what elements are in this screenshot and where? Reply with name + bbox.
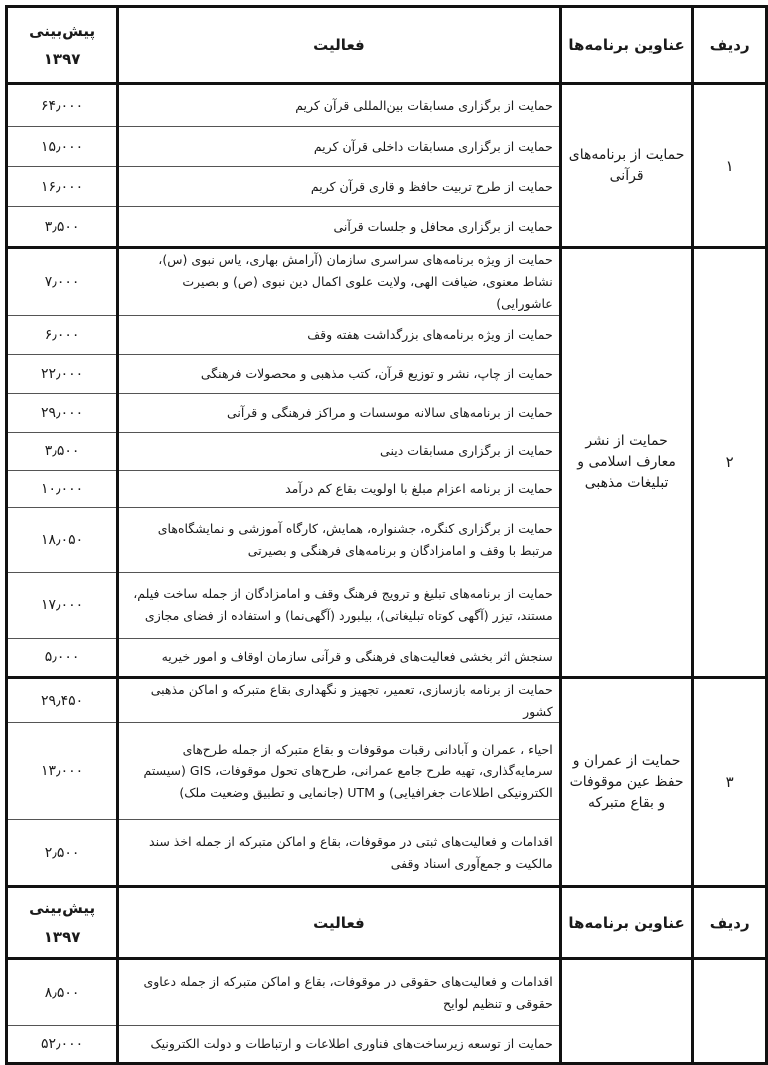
forecast-value: ۷٫۰۰۰ bbox=[7, 248, 118, 316]
forecast-value: ۶۴٫۰۰۰ bbox=[7, 84, 118, 127]
header-radif: ردیف bbox=[693, 7, 767, 84]
header-forecast-label: پیش‌بینی bbox=[29, 21, 96, 40]
forecast-value: ۲٫۵۰۰ bbox=[7, 820, 118, 887]
forecast-value: ۲۹٫۴۵۰ bbox=[7, 677, 118, 723]
activity-cell: حمایت از توسعه زیرساخت‌های فناوری اطلاعات و ارتباطات و دولت الکترونیک bbox=[118, 1026, 561, 1064]
table-row bbox=[7, 84, 767, 127]
activity-cell: حمایت از برگزاری مسابقات داخلی قرآن کریم bbox=[118, 127, 561, 167]
forecast-value: ۳٫۵۰۰ bbox=[7, 207, 118, 248]
forecast-value: ۸٫۵۰۰ bbox=[7, 959, 118, 1026]
forecast-value: ۵۲٫۰۰۰ bbox=[7, 1026, 118, 1064]
header-radif: ردیف bbox=[693, 887, 767, 959]
header-row bbox=[7, 7, 767, 84]
activity-cell: حمایت از برنامه‌های سالانه موسسات و مراکز فرهنگی و قرآنی bbox=[118, 393, 561, 432]
header-forecast-label: پیش‌بینی bbox=[29, 899, 96, 918]
program-title: حمایت از عمران و حفظ عین موقوفات و بقاع متبرکه bbox=[560, 677, 693, 887]
header-forecast-year: ۱۳۹۷ bbox=[43, 50, 81, 68]
header-row bbox=[7, 887, 767, 959]
forecast-value: ۵٫۰۰۰ bbox=[7, 638, 118, 677]
activity-cell: حمایت از چاپ، نشر و توزیع قرآن، کتب مذهبی و محصولات فرهنگی bbox=[118, 354, 561, 393]
table-row bbox=[7, 248, 767, 316]
forecast-value: ۱۵٫۰۰۰ bbox=[7, 127, 118, 167]
activity-cell: حمایت از ویژه برنامه‌های بزرگداشت هفته وقف bbox=[118, 315, 561, 354]
row-number: ۲ bbox=[693, 248, 767, 678]
program-title bbox=[560, 959, 693, 1064]
activity-cell: احیاء ، عمران و آبادانی رقبات موقوفات و بقاع متبرکه از جمله طرح‌های سرمایه‌گذاری، تهیه طرح جامع عمرانی، طرح‌های تحول موقوفات، GIS (سیستم الکترونیکی اطلاعات جغرافیایی) و UTM (جانمایی و تطبیق وضعیت ملک) bbox=[118, 723, 561, 820]
header-activity: فعالیت bbox=[118, 887, 561, 959]
header-forecast-year: ۱۳۹۷ bbox=[43, 927, 81, 946]
forecast-value: ۶٫۰۰۰ bbox=[7, 315, 118, 354]
row-number bbox=[693, 959, 767, 1064]
activity-cell: حمایت از برگزاری مسابقات بین‌المللی قرآن کریم bbox=[118, 84, 561, 127]
forecast-value: ۱۰٫۰۰۰ bbox=[7, 470, 118, 507]
activity-cell: حمایت از ویژه برنامه‌های سراسری سازمان (آرامش بهاری، یاس نبوی (س)، نشاط معنوی، ضیافت الهی، ولایت علوی اکمال دین نبوی (ص) و بصیرت عاشورایی) bbox=[118, 248, 561, 316]
row-number: ۳ bbox=[693, 677, 767, 887]
activity-cell: حمایت از طرح تربیت حافظ و قاری قرآن کریم bbox=[118, 167, 561, 207]
header-forecast bbox=[7, 7, 118, 84]
program-title: حمایت از برنامه‌های قرآنی bbox=[560, 84, 693, 248]
activity-cell: اقدامات و فعالیت‌های ثبتی در موقوفات، بقاع و اماکن متبرکه از جمله اخذ سند مالکیت و جمع‌آوری اسناد وقفی bbox=[118, 820, 561, 887]
row-number: ۱ bbox=[693, 84, 767, 248]
forecast-value: ۲۲٫۰۰۰ bbox=[7, 354, 118, 393]
header-forecast bbox=[7, 887, 118, 959]
header-program-titles: عناوین برنامه‌ها bbox=[560, 7, 693, 84]
forecast-value: ۲۹٫۰۰۰ bbox=[7, 393, 118, 432]
activity-cell: حمایت از برگزاری مسابقات دینی bbox=[118, 432, 561, 470]
table-row bbox=[7, 959, 767, 1026]
activity-cell: حمایت از برگزاری محافل و جلسات قرآنی bbox=[118, 207, 561, 248]
header-program-titles: عناوین برنامه‌ها bbox=[560, 887, 693, 959]
activity-cell: حمایت از برگزاری کنگره، جشنواره، همایش، کارگاه آموزشی و نمایشگاه‌های مرتبط با وقف و امامزادگان و برنامه‌های فرهنگی و بصیرتی bbox=[118, 507, 561, 572]
table-row bbox=[7, 677, 767, 723]
forecast-value: ۱۸٫۰۵۰ bbox=[7, 507, 118, 572]
forecast-value: ۱۳٫۰۰۰ bbox=[7, 723, 118, 820]
activity-cell: حمایت از برنامه بازسازی، تعمیر، تجهیز و نگهداری بقاع متبرکه و اماکن مذهبی کشور bbox=[118, 677, 561, 723]
forecast-value: ۱۶٫۰۰۰ bbox=[7, 167, 118, 207]
budget-table bbox=[5, 5, 768, 1065]
header-activity: فعالیت bbox=[118, 7, 561, 84]
activity-cell: حمایت از برنامه‌های تبلیغ و ترویج فرهنگ وقف و امامزادگان از جمله ساخت فیلم، مستند، تیزر (آگهی کوتاه تبلیغاتی)، بیلبورد (آگهی‌نما) و استفاده از فضای مجازی bbox=[118, 572, 561, 638]
activity-cell: سنجش اثر بخشی فعالیت‌های فرهنگی و قرآنی سازمان اوقاف و امور خیریه bbox=[118, 638, 561, 677]
forecast-value: ۱۷٫۰۰۰ bbox=[7, 572, 118, 638]
program-title: حمایت از نشر معارف اسلامی و تبلیغات مذهبی bbox=[560, 248, 693, 678]
activity-cell: اقدامات و فعالیت‌های حقوقی در موقوفات، بقاع و اماکن متبرکه از جمله دعاوی حقوقی و تنظیم لوایح bbox=[118, 959, 561, 1026]
activity-cell: حمایت از برنامه اعزام مبلغ با اولویت بقاع کم درآمد bbox=[118, 470, 561, 507]
forecast-value: ۳٫۵۰۰ bbox=[7, 432, 118, 470]
